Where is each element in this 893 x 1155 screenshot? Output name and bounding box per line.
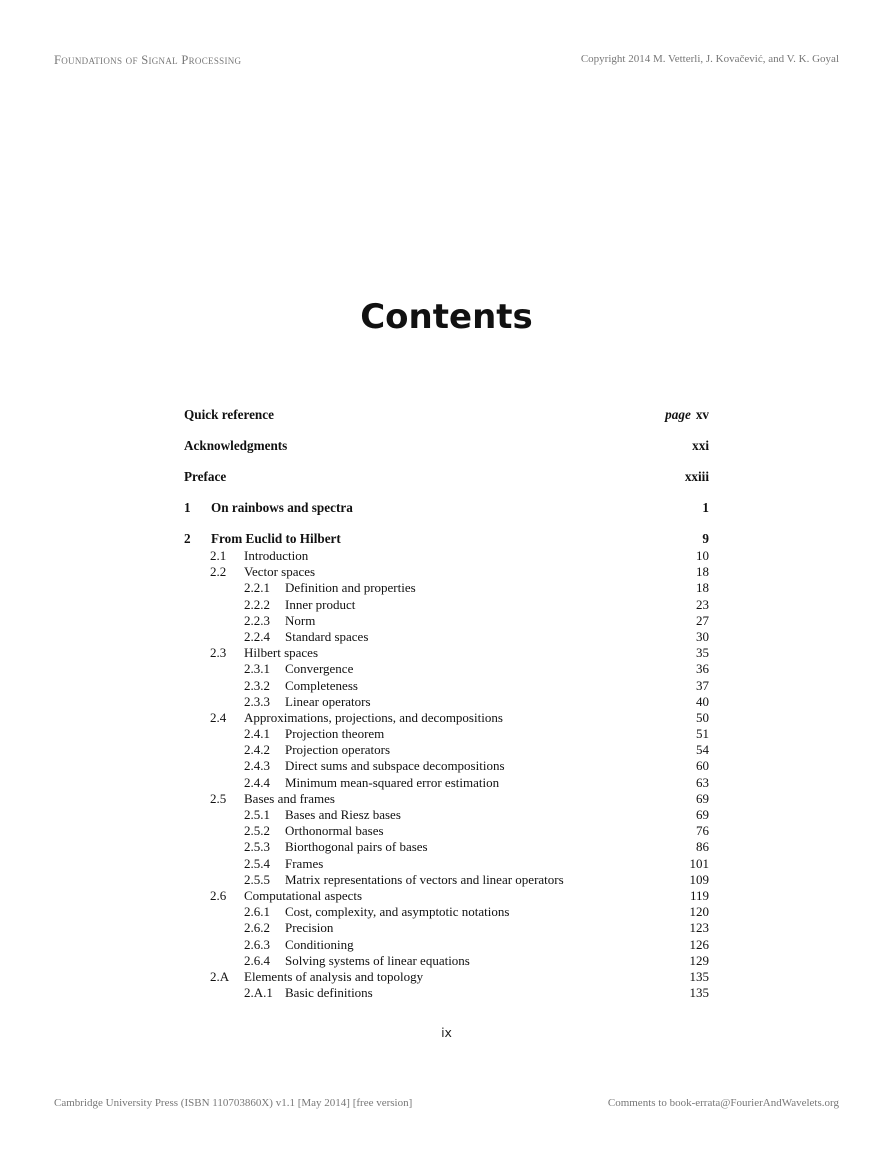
toc-entry[interactable] bbox=[184, 613, 709, 629]
toc-entry-label: Cost, complexity, and asymptotic notations bbox=[285, 904, 510, 920]
toc-entry-label: Frames bbox=[285, 855, 324, 871]
toc-entry[interactable] bbox=[184, 775, 709, 791]
toc-entry-page: 69 bbox=[696, 807, 709, 822]
toc-entry-page: 36 bbox=[696, 661, 709, 677]
running-head-right: Copyright 2014 M. Vetterli, J. Kovačević, and V. K. Goyal bbox=[580, 53, 839, 65]
toc-entry-page: xxiii bbox=[684, 469, 709, 484]
toc-section-list bbox=[184, 548, 709, 1001]
toc-entry-page: 109 bbox=[689, 871, 709, 887]
toc-entry-page: 18 bbox=[696, 580, 709, 596]
toc-entry[interactable] bbox=[184, 904, 709, 920]
toc-entry-label: Standard spaces bbox=[285, 628, 369, 644]
toc-entry-label: Norm bbox=[285, 612, 316, 628]
toc-entry-label: Completeness bbox=[285, 677, 358, 693]
toc-entry[interactable] bbox=[184, 807, 709, 823]
toc-front-matter-quick-reference[interactable] bbox=[184, 406, 709, 424]
toc-entry-page: 135 bbox=[689, 968, 709, 984]
toc-entry-label: Linear operators bbox=[285, 693, 371, 709]
toc-entry-label: Hilbert spaces bbox=[244, 645, 319, 661]
toc-entry-label: From Euclid to Hilbert bbox=[211, 531, 341, 546]
toc-entry-number: 2.3.2 bbox=[244, 677, 270, 693]
toc-entry-label: Vector spaces bbox=[244, 564, 316, 580]
toc-entry-number: 2.4 bbox=[210, 709, 227, 725]
toc-entry-label: Conditioning bbox=[285, 936, 354, 952]
toc-entry-number: 2.5.1 bbox=[244, 807, 270, 822]
toc-entry[interactable] bbox=[184, 920, 709, 936]
toc-entry-number: 2.2.4 bbox=[244, 628, 270, 644]
toc-entry[interactable] bbox=[184, 694, 709, 710]
table-of-contents bbox=[184, 406, 709, 1001]
toc-entry-label: Minimum mean-squared error estimation bbox=[285, 774, 500, 790]
toc-entry-page: 9 bbox=[702, 531, 709, 546]
toc-chapter-1[interactable] bbox=[184, 499, 709, 517]
toc-entry-page: 135 bbox=[689, 985, 709, 1001]
toc-entry-number: 2.2.1 bbox=[244, 580, 270, 596]
footer-left: Cambridge University Press (ISBN 110703860X) v1.1 [May 2014] [free version] bbox=[54, 1097, 413, 1109]
toc-entry-label: Projection operators bbox=[285, 742, 391, 758]
toc-entry-page: 30 bbox=[696, 628, 709, 644]
toc-entry[interactable] bbox=[184, 548, 709, 564]
toc-entry-number: 2.3 bbox=[210, 645, 227, 661]
toc-entry-label: Direct sums and subspace decompositions bbox=[285, 758, 505, 774]
toc-entry[interactable] bbox=[184, 710, 709, 726]
toc-entry-number: 2.2 bbox=[210, 564, 227, 580]
toc-entry[interactable] bbox=[184, 597, 709, 613]
toc-entry-number: 2.5 bbox=[210, 790, 227, 806]
toc-entry-page: 51 bbox=[696, 726, 709, 742]
toc-entry[interactable] bbox=[184, 856, 709, 872]
toc-entry-number: 2.5.4 bbox=[244, 855, 270, 871]
toc-entry-label: Bases and Riesz bases bbox=[285, 807, 401, 822]
running-head-left: Foundations of Signal Processing bbox=[54, 53, 242, 67]
toc-entry-number: 2 bbox=[184, 531, 191, 546]
toc-entry[interactable] bbox=[184, 985, 709, 1001]
toc-entry-label: Inner product bbox=[285, 596, 356, 612]
toc-entry-page: 119 bbox=[689, 887, 709, 903]
toc-entry-number: 2.6 bbox=[210, 887, 227, 903]
toc-chapter-2[interactable] bbox=[184, 530, 709, 548]
toc-entry[interactable] bbox=[184, 678, 709, 694]
toc-entry-label: Convergence bbox=[285, 661, 354, 677]
toc-entry[interactable] bbox=[184, 629, 709, 645]
toc-entry-page: 10 bbox=[696, 548, 709, 563]
toc-entry-number: 2.6.2 bbox=[244, 920, 270, 936]
toc-entry-label: Approximations, projections, and decompositions bbox=[244, 709, 503, 725]
toc-front-matter-acknowledgments[interactable] bbox=[184, 437, 709, 455]
toc-entry-number: 2.3.1 bbox=[244, 661, 270, 677]
toc-entry-number: 2.6.1 bbox=[244, 904, 270, 920]
toc-entry-label: Preface bbox=[184, 469, 227, 484]
toc-entry-page: 40 bbox=[696, 693, 709, 709]
toc-entry-label: Orthonormal bases bbox=[285, 823, 384, 839]
toc-entry-page: xxi bbox=[692, 438, 709, 453]
toc-entry-number: 2.5.2 bbox=[244, 823, 270, 839]
toc-entry[interactable] bbox=[184, 564, 709, 580]
toc-entry-number: 2.5.3 bbox=[244, 839, 270, 855]
toc-front-matter-preface[interactable] bbox=[184, 468, 709, 486]
toc-entry-number: 2.4.1 bbox=[244, 726, 270, 742]
toc-entry[interactable] bbox=[184, 839, 709, 855]
toc-entry-number: 2.A.1 bbox=[244, 985, 273, 1001]
page-title: Contents bbox=[360, 297, 533, 337]
toc-entry-number: 2.1 bbox=[210, 548, 227, 563]
toc-entry-page bbox=[665, 406, 709, 424]
toc-entry-number: 2.4.4 bbox=[244, 774, 270, 790]
toc-entry-label: Elements of analysis and topology bbox=[244, 968, 424, 984]
toc-entry-page: 27 bbox=[696, 612, 709, 628]
toc-entry-label: Computational aspects bbox=[244, 887, 363, 903]
toc-entry-label: Solving systems of linear equations bbox=[285, 952, 470, 968]
toc-entry-label: Definition and properties bbox=[285, 580, 416, 596]
toc-entry-page: 123 bbox=[689, 920, 709, 936]
toc-entry[interactable] bbox=[184, 580, 709, 596]
toc-entry-number: 2.2.2 bbox=[244, 596, 270, 612]
toc-entry[interactable] bbox=[184, 791, 709, 807]
toc-entry-number: 2.A bbox=[210, 968, 230, 984]
toc-entry-page: 60 bbox=[696, 758, 709, 774]
toc-entry[interactable] bbox=[184, 823, 709, 839]
toc-entry[interactable] bbox=[184, 953, 709, 969]
toc-entry-page: 76 bbox=[696, 823, 709, 839]
toc-entry-number: 2.4.2 bbox=[244, 742, 270, 758]
toc-entry-page: 18 bbox=[696, 564, 709, 580]
toc-entry-page: 120 bbox=[689, 904, 709, 920]
toc-entry[interactable] bbox=[184, 872, 709, 888]
toc-entry-label: Precision bbox=[285, 920, 334, 936]
toc-entry-number: 2.6.3 bbox=[244, 936, 270, 952]
toc-entry-page: 1 bbox=[702, 500, 709, 515]
toc-entry-label: Bases and frames bbox=[244, 790, 335, 806]
toc-entry-page: 101 bbox=[689, 855, 709, 871]
toc-entry-page: 50 bbox=[696, 709, 709, 725]
toc-entry-page: 63 bbox=[696, 774, 709, 790]
toc-entry-label: On rainbows and spectra bbox=[211, 500, 353, 515]
toc-entry-page: 23 bbox=[696, 596, 709, 612]
toc-entry-page: 129 bbox=[689, 952, 709, 968]
toc-entry-number: 2.5.5 bbox=[244, 871, 270, 887]
toc-entry-number: 1 bbox=[184, 500, 191, 515]
toc-entry[interactable] bbox=[184, 742, 709, 758]
toc-entry-label: Quick reference bbox=[184, 407, 274, 422]
footer-right: Comments to book-errata@FourierAndWavelets.org bbox=[607, 1097, 839, 1109]
toc-entry-label: Biorthogonal pairs of bases bbox=[285, 839, 428, 855]
toc-entry-label: Matrix representations of vectors and linear operators bbox=[285, 871, 564, 887]
toc-entry-number: 2.3.3 bbox=[244, 693, 270, 709]
toc-entry-label: Acknowledgments bbox=[184, 438, 288, 453]
toc-entry-label: Introduction bbox=[244, 548, 309, 563]
toc-entry[interactable] bbox=[184, 758, 709, 774]
toc-entry-number: 2.6.4 bbox=[244, 952, 270, 968]
toc-entry[interactable] bbox=[184, 937, 709, 953]
toc-entry-page: 86 bbox=[696, 839, 709, 855]
page-number: xv bbox=[695, 407, 709, 422]
toc-entry-page: 69 bbox=[696, 790, 709, 806]
toc-entry-label: Projection theorem bbox=[285, 726, 385, 742]
toc-entry-page: 37 bbox=[696, 677, 709, 693]
toc-entry[interactable] bbox=[184, 969, 709, 985]
toc-entry[interactable] bbox=[184, 888, 709, 904]
toc-entry[interactable] bbox=[184, 726, 709, 742]
page-number-folio: ix bbox=[441, 1025, 452, 1040]
toc-entry-page: 54 bbox=[696, 742, 709, 758]
page-prefix: page bbox=[665, 407, 691, 422]
toc-entry[interactable] bbox=[184, 645, 709, 661]
toc-entry[interactable] bbox=[184, 661, 709, 677]
toc-entry-label: Basic definitions bbox=[285, 985, 373, 1001]
toc-entry-page: 35 bbox=[696, 645, 709, 661]
toc-entry-page: 126 bbox=[689, 936, 709, 952]
toc-entry-number: 2.2.3 bbox=[244, 612, 270, 628]
toc-entry-number: 2.4.3 bbox=[244, 758, 270, 774]
